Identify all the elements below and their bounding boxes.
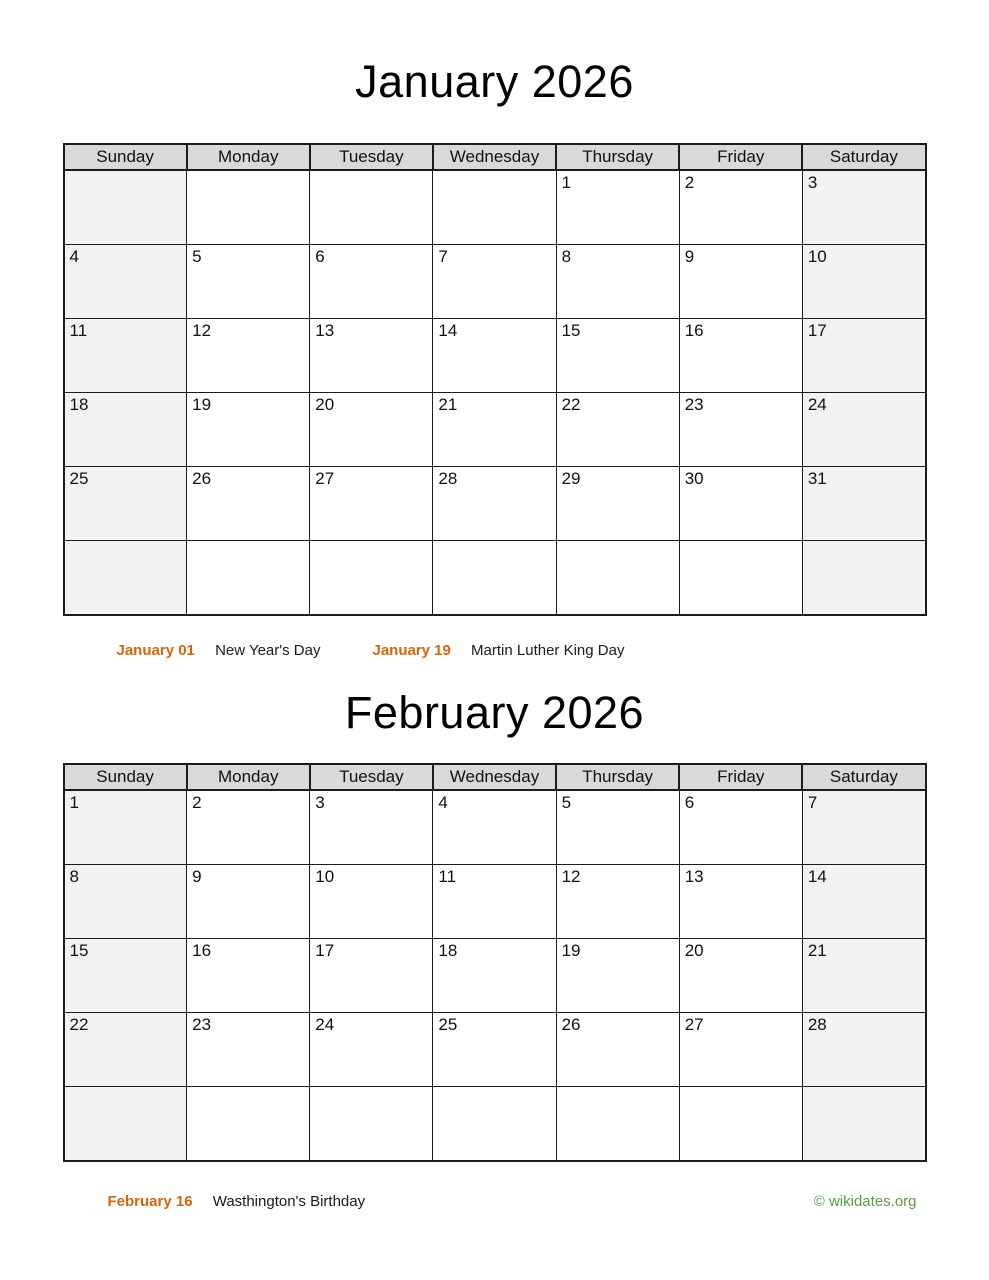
day-cell: 12 (556, 865, 679, 939)
holiday-date: January 01 (116, 642, 195, 659)
day-cell: 10 (802, 245, 925, 319)
day-cell (187, 541, 310, 616)
day-cell (310, 1087, 433, 1162)
day-cell (433, 170, 556, 245)
day-cell: 21 (802, 939, 925, 1013)
day-cell: 12 (187, 319, 310, 393)
day-cell: 24 (802, 393, 925, 467)
day-cell: 26 (556, 1013, 679, 1087)
day-cell: 6 (679, 790, 802, 865)
day-cell: 14 (802, 865, 925, 939)
weekday-header: Saturday (802, 764, 925, 790)
month-title-january: January 2026 (355, 56, 634, 107)
day-cell: 14 (433, 319, 556, 393)
holiday-entry (117, 641, 321, 661)
week-row (64, 170, 926, 245)
day-cell: 8 (64, 865, 187, 939)
day-cell: 11 (64, 319, 187, 393)
weekday-header: Thursday (556, 764, 679, 790)
day-cell: 25 (64, 467, 187, 541)
day-cell: 29 (556, 467, 679, 541)
weekday-header-row (64, 764, 926, 790)
day-cell: 16 (679, 319, 802, 393)
weekday-header: Thursday (556, 144, 679, 170)
day-cell: 3 (310, 790, 433, 865)
day-cell: 31 (802, 467, 925, 541)
holiday-name: Wasthington's Birthday (212, 1193, 366, 1210)
day-cell: 1 (64, 790, 187, 865)
holiday-name: New Year's Day (215, 642, 321, 659)
day-cell: 6 (310, 245, 433, 319)
holiday-date: January 19 (372, 642, 451, 659)
week-row (64, 319, 926, 393)
day-cell (556, 541, 679, 616)
wikidates-copyright-link[interactable]: © wikidates.org (813, 1193, 917, 1210)
day-cell: 25 (433, 1013, 556, 1087)
day-cell: 15 (556, 319, 679, 393)
day-cell (64, 170, 187, 245)
holiday-name: Martin Luther King Day (471, 642, 625, 659)
day-cell: 28 (802, 1013, 925, 1087)
day-cell (802, 1087, 925, 1162)
day-cell: 24 (310, 1013, 433, 1087)
day-cell: 20 (310, 393, 433, 467)
day-cell: 23 (679, 393, 802, 467)
day-cell (802, 541, 925, 616)
day-cell: 27 (310, 467, 433, 541)
weekday-header: Sunday (64, 764, 187, 790)
day-cell: 11 (433, 865, 556, 939)
weekday-header: Monday (187, 144, 310, 170)
week-row (64, 939, 926, 1013)
week-row (64, 865, 926, 939)
day-cell: 22 (64, 1013, 187, 1087)
holiday-date: February 16 (107, 1193, 193, 1210)
day-cell (64, 541, 187, 616)
weekday-header: Wednesday (433, 144, 556, 170)
day-cell: 28 (433, 467, 556, 541)
february-calendar-table (63, 763, 927, 1162)
day-cell: 3 (802, 170, 925, 245)
day-cell: 18 (433, 939, 556, 1013)
january-holidays (63, 641, 927, 661)
weekday-header: Friday (679, 144, 802, 170)
day-cell: 8 (556, 245, 679, 319)
day-cell: 18 (64, 393, 187, 467)
day-cell (433, 541, 556, 616)
month-section-february (0, 687, 989, 1212)
weekday-header-row (64, 144, 926, 170)
day-cell (187, 1087, 310, 1162)
week-row (64, 245, 926, 319)
day-cell: 4 (433, 790, 556, 865)
day-cell: 17 (310, 939, 433, 1013)
day-cell: 27 (679, 1013, 802, 1087)
week-row (64, 790, 926, 865)
day-cell: 19 (556, 939, 679, 1013)
day-cell: 17 (802, 319, 925, 393)
weekday-header: Friday (679, 764, 802, 790)
day-cell: 23 (187, 1013, 310, 1087)
day-cell (310, 170, 433, 245)
day-cell: 9 (187, 865, 310, 939)
day-cell: 2 (679, 170, 802, 245)
day-cell (556, 1087, 679, 1162)
weekday-header: Wednesday (433, 764, 556, 790)
month-title-february: February 2026 (344, 687, 645, 738)
weekday-header: Sunday (64, 144, 187, 170)
day-cell: 5 (187, 245, 310, 319)
week-row-empty (64, 541, 926, 616)
day-cell: 26 (187, 467, 310, 541)
day-cell: 13 (679, 865, 802, 939)
day-cell: 4 (64, 245, 187, 319)
day-cell: 19 (187, 393, 310, 467)
day-cell: 9 (679, 245, 802, 319)
day-cell: 30 (679, 467, 802, 541)
weekday-header: Saturday (802, 144, 925, 170)
week-row (64, 393, 926, 467)
day-cell: 7 (802, 790, 925, 865)
weekday-header: Tuesday (310, 144, 433, 170)
day-cell: 20 (679, 939, 802, 1013)
holiday-entry (63, 1192, 366, 1212)
day-cell: 5 (556, 790, 679, 865)
week-row (64, 1013, 926, 1087)
february-holidays-and-footer (63, 1192, 927, 1212)
day-cell: 16 (187, 939, 310, 1013)
day-cell: 7 (433, 245, 556, 319)
weekday-header: Tuesday (310, 764, 433, 790)
day-cell: 22 (556, 393, 679, 467)
day-cell: 2 (187, 790, 310, 865)
day-cell (187, 170, 310, 245)
day-cell: 10 (310, 865, 433, 939)
holiday-entry (372, 641, 624, 661)
day-cell: 13 (310, 319, 433, 393)
day-cell: 1 (556, 170, 679, 245)
day-cell (679, 1087, 802, 1162)
day-cell: 15 (64, 939, 187, 1013)
weekday-header: Monday (187, 764, 310, 790)
day-cell (64, 1087, 187, 1162)
week-row (64, 467, 926, 541)
day-cell (433, 1087, 556, 1162)
week-row-empty (64, 1087, 926, 1162)
january-calendar-table (63, 143, 927, 616)
day-cell (679, 541, 802, 616)
day-cell: 21 (433, 393, 556, 467)
day-cell (310, 541, 433, 616)
